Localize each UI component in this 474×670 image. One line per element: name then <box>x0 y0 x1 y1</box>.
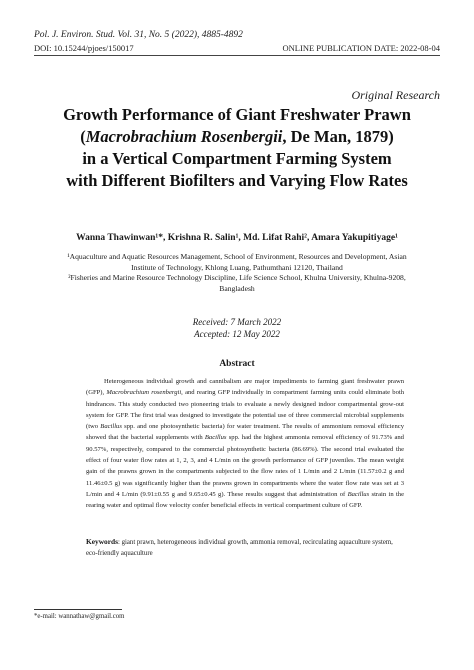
abstract-genus-1: Bacillus <box>100 423 122 431</box>
doi-row <box>34 43 440 53</box>
affiliations <box>60 252 414 294</box>
title-line-3: in a Vertical Compartment Farming System <box>82 149 392 168</box>
title-after-species: , De Man, 1879) <box>282 127 394 146</box>
abstract-part-1: Heterogeneous individual growth and cannibalism are major impediments to farming giant freshwater prawn (GFP), <box>86 378 404 397</box>
abstract-genus-3: Bacillus <box>347 490 370 498</box>
abstract-genus-2: Bacillus <box>204 434 227 442</box>
affiliation-2: ²Fisheries and Marine Resource Technology Discipline, Life Science School, Khulna University, Khulna-9208, Bangladesh <box>68 273 406 293</box>
keywords-label: Keywords <box>86 537 119 546</box>
article-title <box>30 104 444 192</box>
affiliation-1: ¹Aquaculture and Aquatic Resources Management, School of Environment, Resources and Development, Asian Institute of Technology, Khlong Luang, Pathumthani 12120, Thailand <box>67 252 407 272</box>
title-line-4: with Different Biofilters and Varying Flow Rates <box>66 171 408 190</box>
journal-citation: Pol. J. Environ. Stud. Vol. 31, No. 5 (2022), 4885-4892 <box>34 30 243 40</box>
abstract-text <box>86 376 404 512</box>
abstract-part-3: spp. and one photosynthetic bacteria) for water treatment. The results of ammonium removal efficiency showed that the bacterial supplements with <box>86 423 404 442</box>
keywords-text: : giant prawn, heterogeneous individual growth, ammonia removal, recirculating aquaculture system, eco-friendly aquaculture <box>86 539 393 557</box>
online-publication-date: ONLINE PUBLICATION DATE: 2022-08-04 <box>282 43 440 53</box>
abstract-part-2: , and rearing GFP individually in compartment farming units could eliminate both hindrances. This study conducted two pioneering trials to evaluate a newly designed indoor compartmental grow-out system for GFP. The first trial was designed to investigate the potential use of three commercial microbial supplements (two <box>86 389 404 431</box>
corresponding-email: *e-mail: wannathaw@gmail.com <box>34 613 125 620</box>
title-line-1: Growth Performance of Giant Freshwater Prawn <box>63 105 411 124</box>
accepted-date: Accepted: 12 May 2022 <box>194 329 280 339</box>
article-type: Original Research <box>351 88 440 102</box>
title-species: Macrobrachium Rosenbergii <box>85 127 283 146</box>
abstract-heading: Abstract <box>219 359 255 369</box>
abstract-part-4: spp. had the highest ammonia removal efficiency of 91.73% and 90.57%, respectively, compared to the commercial photosynthetic bacteria (86.69%). The second trial evaluated the effect of four water flow rates at 1, 2, 3, and 4 L/min on the growth performance of GFP juveniles. The mean weight gain of the prawns grown in the compartments subjected to the flow rates of 1 L/min and 2 L/min (11.57±0.2 g and 11.46±0.5 g) was significantly higher than the prawns grown in compartments where the water flow rate was set at 3 L/min and 4 L/min (9.91±0.55 g and 9.65±0.45 g). These results suggest that administration of <box>86 434 404 498</box>
doi-text: DOI: 10.15244/pjoes/150017 <box>34 43 134 53</box>
keywords <box>86 536 404 559</box>
title-paren-open: ( <box>80 127 86 146</box>
article-dates <box>30 316 444 340</box>
footnote-divider <box>34 609 122 610</box>
abstract-species: Macrobrachium rosenbergii <box>106 389 182 397</box>
author-list: Wanna Thawinwan¹*, Krishna R. Salin¹, Md. Lifat Rahi², Amara Yakupitiyage¹ <box>76 233 398 243</box>
received-date: Received: 7 March 2022 <box>192 317 282 327</box>
header-divider <box>34 55 440 56</box>
abstract-part-5: strain in the rearing water and optimal flow velocity confer beneficial effects in vertical compartment culture of GFP. <box>86 490 404 510</box>
